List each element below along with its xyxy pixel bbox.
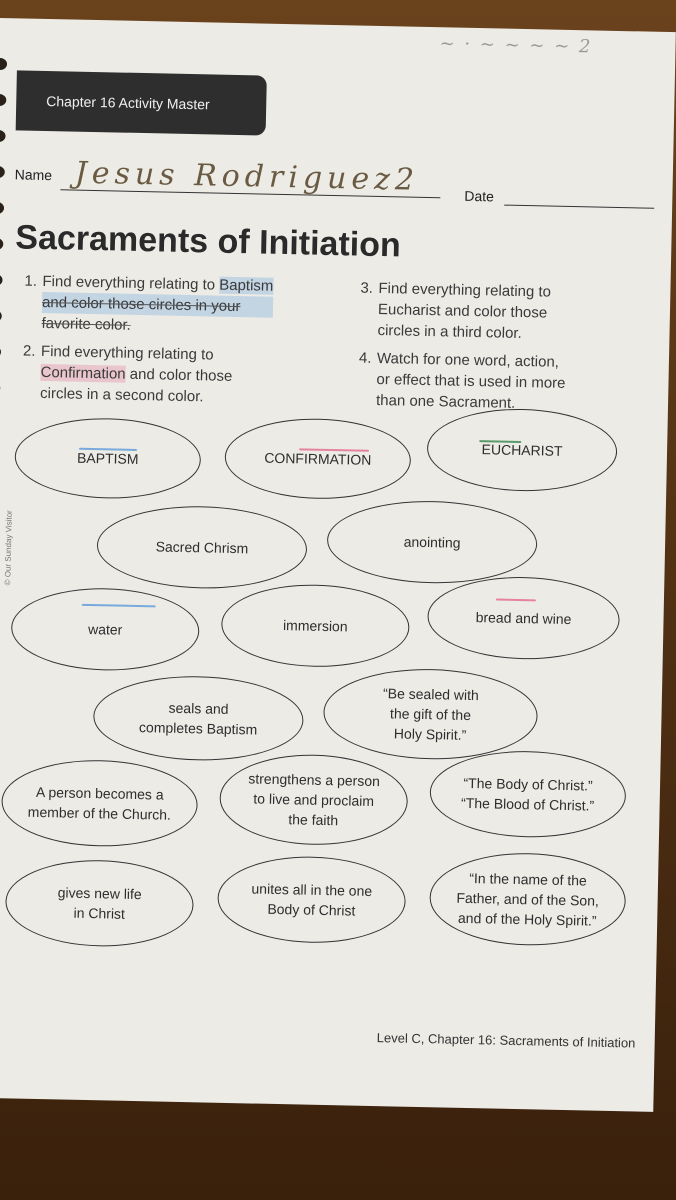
binder-hole (0, 274, 3, 286)
oval-label: bread and wine (475, 609, 572, 628)
binder-hole (0, 238, 3, 250)
instruction-text: than one Sacrament. (375, 391, 516, 412)
oval-label: anointing (403, 533, 461, 551)
instruction-1 (24, 271, 274, 339)
oval-eucharist[interactable] (426, 407, 618, 493)
instruction-number: 1. (24, 272, 38, 290)
page-title: Sacraments of Initiation (15, 218, 402, 265)
binder-hole (0, 166, 5, 178)
binder-hole (0, 130, 6, 142)
oval-immersion[interactable] (221, 583, 411, 669)
corner-number: 2 (578, 36, 593, 58)
binder-hole (0, 94, 6, 106)
oval-new-life[interactable] (5, 858, 195, 948)
instruction-text: Watch for one word, action, (376, 349, 560, 371)
oval-baptism[interactable] (14, 416, 202, 500)
oval-label: A person becomes a member of the Church. (27, 783, 172, 823)
name-label: Name (14, 166, 53, 184)
oval-label: water (87, 620, 123, 638)
instruction-text: circles in a third color. (377, 321, 522, 342)
instruction-text: circles in a second color. (39, 384, 204, 406)
oval-bread-and-wine[interactable] (427, 575, 621, 661)
oval-trinitarian-formula[interactable] (429, 851, 627, 947)
instruction-text-scribbled: favorite color. (41, 314, 131, 334)
instruction-text: Eucharist and color those (377, 300, 548, 322)
oval-label: Sacred Chrism (155, 538, 249, 557)
oval-seals-baptism[interactable] (93, 674, 305, 762)
oval-label: gives new life in Christ (57, 884, 142, 922)
oval-unites[interactable] (217, 855, 407, 945)
instruction-3 (360, 278, 552, 345)
instruction-4 (358, 348, 566, 415)
name-handwritten[interactable]: Jesus Rodriguez2 (74, 155, 420, 198)
oval-sacred-chrism[interactable] (96, 504, 308, 590)
oval-confirmation[interactable] (224, 417, 412, 501)
instruction-number: 4. (358, 349, 372, 367)
instruction-text: Find everything relating to (42, 272, 220, 294)
handwritten-corner-note (439, 33, 592, 57)
instruction-text: and color those (125, 365, 233, 385)
page-footer: Level C, Chapter 16: Sacraments of Initiation (376, 1030, 636, 1051)
binder-hole (0, 58, 7, 70)
oval-anointing[interactable] (326, 499, 538, 585)
binder-hole (0, 346, 1, 358)
date-label: Date (464, 187, 495, 205)
oval-label: EUCHARIST (481, 441, 563, 459)
chapter-label: Chapter 16 Activity Master (46, 92, 210, 113)
instruction-number: 2. (22, 342, 36, 360)
instruction-text-scribbled: and color those circles in your (42, 292, 273, 318)
corner-scribble: ~ · ~ ~ ~ ~ (439, 33, 580, 58)
oval-label: BAPTISM (76, 449, 139, 467)
chapter-header-bar (16, 70, 267, 135)
instruction-text-highlighted: Baptism (219, 276, 274, 295)
date-field[interactable] (504, 205, 654, 209)
oval-label: CONFIRMATION (264, 449, 372, 468)
oval-label: “The Body of Christ.” “The Blood of Christ.” (460, 774, 595, 814)
oval-label: unites all in the one Body of Christ (251, 880, 373, 919)
oval-member-of-church[interactable] (1, 758, 199, 848)
oval-strengthens[interactable] (219, 753, 409, 847)
oval-label: seals and completes Baptism (138, 699, 258, 738)
worksheet-page (0, 18, 676, 1112)
oval-label: “Be sealed with the gift of the Holy Spirit.” (382, 685, 479, 743)
instruction-text-highlighted: Confirmation (40, 363, 126, 383)
instruction-number: 3. (360, 279, 374, 297)
oval-label: immersion (282, 617, 348, 635)
instruction-2 (22, 341, 233, 408)
oval-water[interactable] (10, 586, 200, 672)
oval-label: strengthens a person to live and proclaim the faith (248, 770, 381, 829)
instruction-text: Find everything relating to (378, 279, 552, 301)
instruction-text: or effect that is used in more (376, 370, 566, 392)
binder-hole (0, 310, 2, 322)
oval-body-blood[interactable] (429, 749, 627, 839)
copyright-credit: © Our Sunday Visitor (3, 510, 14, 586)
oval-be-sealed[interactable] (323, 667, 539, 761)
oval-label: “In the name of the Father, and of the Son, and of the Holy Spirit.” (456, 870, 600, 929)
binder-hole (0, 202, 4, 214)
instruction-text: Find everything relating to (40, 342, 214, 364)
